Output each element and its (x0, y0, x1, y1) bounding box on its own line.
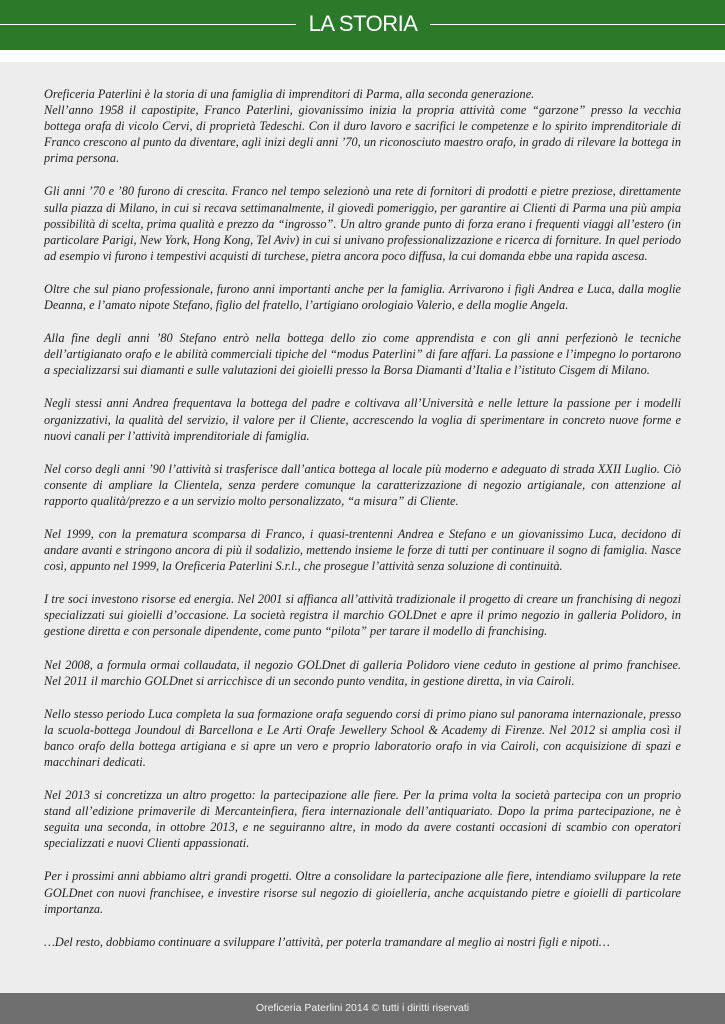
story-paragraph: Nell’anno 1958 il capostipite, Franco Paterlini, giovanissimo inizia la propria attività come “garzone” presso la vecchia bottega orafa di vicolo Cervi, di proprietà Tedeschi. Con il duro lavoro e sacrifici le competenze e lo spirito imprenditoriale di Franco crescono al punto da diventare, agli inizi degli anni ’70, un riconosciuto maestro orafo, in grado di rilevare la bottega in prima persona. (44, 103, 681, 166)
story-paragraph: Nello stesso periodo Luca completa la sua formazione orafa seguendo corsi di primo piano sul panorama internazionale, presso la scuola-bottega Joundoul di Barcellona e Le Arti Orafe Jewellery School & Academy di Firenze. Nel 2012 si amplia così il banco orafo della bottega artigiana e si apre un vero e proprio laboratorio orafo in via Cairoli, con acquisizione di spazi e macchinari dedicati. (44, 706, 681, 769)
page-footer (0, 993, 725, 1024)
header-right-rule (430, 24, 725, 25)
story-paragraph: Gli anni ’70 e ’80 furono di crescita. Franco nel tempo selezionò una rete di fornitori di prodotti e pietre preziose, direttamente sulla piazza di Milano, in cui si recava settimanalmente, il giovedì pomeriggio, per garantire ai Clienti di Parma una più ampia possibilità di scelta, prima qualità e prezzo da “ingrosso”. Un altro grande punto di forza erano i frequenti viaggi all’estero (in particolare Parigi, New York, Hong Kong, Tel Aviv) in cui si univano professionalizzazione e ricerca di forniture. In quel periodo ad esempio vi furono i tempestivi acquisti di turchese, pietra ancora poco diffusa, la cui domanda ebbe una rapida ascesa. (44, 184, 681, 263)
story-paragraph: Oltre che sul piano professionale, furono anni importanti anche per la famiglia. Arrivarono i figli Andrea e Luca, dalla moglie Deanna, e l’amato nipote Stefano, figlio del fratello, l’artigiano orologiaio Valerio, e della moglie Angela. (44, 281, 681, 313)
story-paragraph: Oreficeria Paterlini è la storia di una famiglia di imprenditori di Parma, alla seconda generazione. (44, 87, 535, 101)
story-text (44, 86, 681, 967)
copyright-notice: Oreficeria Paterlini 2014 © tutti i diritti riservati (255, 1002, 470, 1014)
story-paragraph: Nel 2013 si concretizza un altro progetto: la partecipazione alle fiere. Per la prima volta la società partecipa con un proprio stand all’edizione primaverile di Mercanteinfiera, fiera internazionale dell’antiquariato. Dopo la prima partecipazione, ne è seguita una seconda, in ottobre 2013, e ne seguiranno altre, in modo da avere costanti occasioni di scambio con operatori specializzati e nuovi Clienti appassionati. (44, 788, 681, 851)
story-closing-paragraph: …Del resto, dobbiamo continuare a sviluppare l’attività, per poterla tramandare al meglio ai nostri figli e nipoti… (44, 934, 610, 949)
story-paragraph: Nel 1999, con la prematura scomparsa di Franco, i quasi-trentenni Andrea e Stefano e un giovanissimo Luca, decidono di andare avanti e stringono ancora di più il sodalizio, mettendo insieme le forze di tutti per continuare il sogno di famiglia. Nasce così, appunto nel 1999, la Oreficeria Paterlini S.r.l., che prosegue l’attività senza soluzione di continuità. (44, 526, 681, 574)
story-content (0, 62, 725, 993)
story-paragraph: Alla fine degli anni ’80 Stefano entrò nella bottega dello zio come apprendista e con gli anni perfezionò le tecniche dell’artigianato orafo e le abilità commerciali tipiche del “modus Paterlini” di fare affari. La passione e l’impegno lo portarono a specializzarsi sui diamanti e sulle valutazioni dei gioielli presso la Borsa Diamanti d’Italia e l’istituto Cisgem di Milano. (44, 331, 681, 378)
header-left-rule (0, 24, 296, 25)
page-title: LA STORIA (308, 11, 418, 36)
story-paragraph: Negli stessi anni Andrea frequentava la bottega del padre e coltivava all’Università e nelle letture la passione per i modelli organizzativi, la qualità del servizio, il valore per il Cliente, accrescendo la voglia di sperimentare in concreto nuove forme e nuovi canali per l’attività imprenditoriale di famiglia. (44, 396, 681, 443)
page-header (0, 0, 725, 50)
story-paragraph: Nel corso degli anni ’90 l’attività si trasferisce dall’antica bottega al locale più moderno e adeguato di strada XXII Luglio. Ciò consente di ampliare la Clientela, senza perdere comunque la caratterizzazione di negozio artigianale, con attenzione al rapporto qualità/prezzo e a un servizio molto personalizzato, “a misura” di Cliente. (44, 461, 681, 508)
story-paragraph: Nel 2008, a formula ormai collaudata, il negozio GOLDnet di galleria Polidoro viene ceduto in gestione al primo franchisee. Nel 2011 il marchio GOLDnet si arricchisce di un secondo punto vendita, in gestione diretta, in via Cairoli. (44, 657, 681, 688)
header-spacer (0, 50, 725, 62)
story-paragraph: I tre soci investono risorse ed energia. Nel 2001 si affianca all’attività tradizionale il progetto di creare un franchising di negozi specializzati sui gioielli d’occasione. La società registra il marchio GOLDnet e apre il primo negozio in galleria Polidoro, in gestione diretta e con personale dipendente, come punto “pilota” per tarare il modello di franchising. (44, 592, 681, 639)
story-paragraph: Per i prossimi anni abbiamo altri grandi progetti. Oltre a consolidare la partecipazione alle fiere, intendiamo sviluppare la rete GOLDnet con nuovi franchisee, e investire risorse sul negozio di gioielleria, anche acquistando pietre e gioielli di particolare importanza. (44, 869, 681, 916)
